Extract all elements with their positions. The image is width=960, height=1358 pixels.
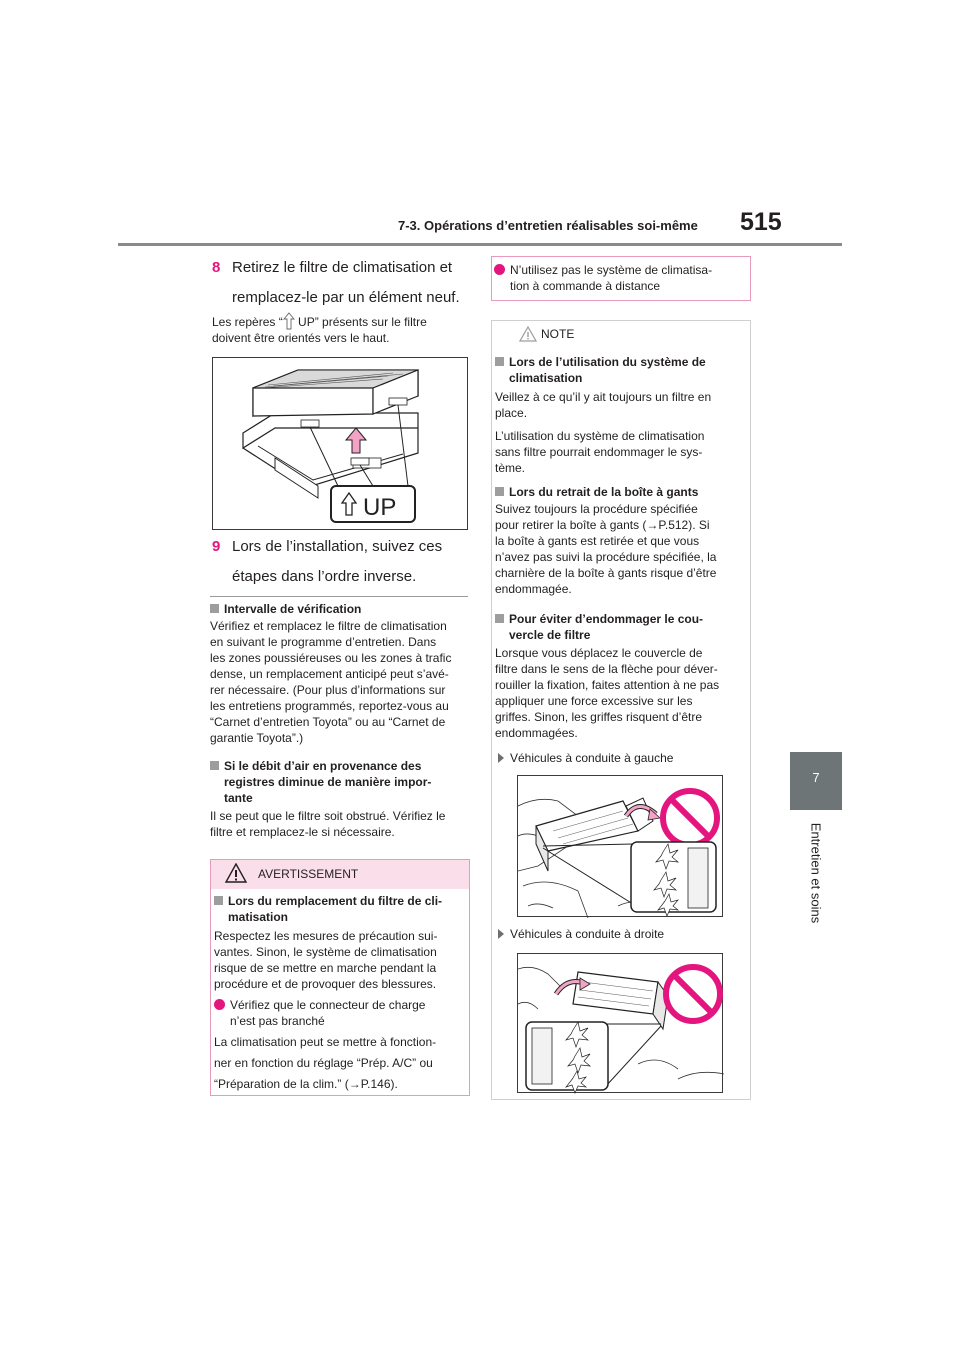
up-arrow-icon	[283, 312, 295, 330]
warning-body: Respectez les mesures de précaution sui- vantes. Sinon, le système de climatisation risque de se mettre en marche pendant la procédure et de provoquer des blessures.	[214, 929, 438, 991]
note-ac-use-heading: Lors de l’utilisation du système de climatisation	[495, 354, 749, 386]
step-8-line-2: remplacez-le par un élément neuf.	[232, 289, 460, 306]
note-glovebox-heading: Lors du retrait de la boîte à gants	[495, 484, 749, 500]
marker-note-line-2: doivent être orientés vers le haut.	[212, 331, 390, 345]
caution-triangle-icon	[519, 326, 537, 342]
square-bullet-icon	[214, 896, 223, 905]
filter-illustration	[213, 358, 469, 531]
marker-note-line-1: Les repères “ UP” présents sur le filtre	[212, 312, 474, 330]
remote-ac-note: N’utilisez pas le système de climatisa- tion à commande à distance	[494, 262, 748, 294]
note-glovebox-body: Suivez toujours la procédure spécifiée pour retirer la boîte à gants (→P.512). Si la boîte à gants est retirée et que vous n’avez pas suivi la procédure spécifiée, la charnière de la boîte à gants risque d’être endommagée.	[495, 502, 717, 596]
square-bullet-icon	[210, 761, 219, 770]
chapter-label-text: Entretien et soins	[808, 822, 824, 923]
column-divider	[210, 596, 468, 597]
warning-triangle-icon	[225, 863, 247, 883]
triangle-bullet-icon	[498, 753, 504, 763]
chapter-number: 7	[812, 770, 820, 785]
step-8-number: 8	[212, 259, 221, 276]
warning-heading: Lors du remplacement du filtre de cli- matisation	[214, 893, 468, 925]
note-cover-heading: Pour éviter d’endommager le cou- vercle de filtre	[495, 611, 749, 643]
step-8	[212, 256, 472, 310]
warning-bullet: Vérifiez que le connecteur de charge n’est pas branché	[214, 997, 468, 1029]
step-9-line-1: Lors de l’installation, suivez ces	[232, 538, 443, 555]
step-9-number: 9	[212, 538, 221, 555]
step-9-line-2: étapes dans l’ordre inverse.	[232, 568, 417, 585]
warning-label: AVERTISSEMENT	[258, 867, 359, 881]
airflow-heading: Si le débit d’air en provenance des registres diminue de manière impor- tante	[210, 758, 472, 806]
page-number: 515	[740, 208, 782, 236]
square-bullet-icon	[495, 357, 504, 366]
interval-heading: Intervalle de vérification	[210, 601, 472, 617]
rhd-figure	[517, 953, 723, 1093]
square-bullet-icon	[210, 604, 219, 613]
note-cover-body: Lorsque vous déplacez le couvercle de filtre dans le sens de la flèche pour déver- rouiller la fixation, faites attention à ne pas appliquer une force excessive sur les griffes. Sinon, les griffes risquent d’être endommagées.	[495, 646, 720, 740]
step-8-line-1: Retirez le filtre de climatisation et	[232, 259, 453, 276]
filter-figure	[212, 357, 468, 530]
step-9	[212, 535, 472, 589]
warning-tail: La climatisation peut se mettre à fonction- ner en fonction du réglage “Prép. A/C” ou “Préparation de la clim.” (→P.146).	[214, 1035, 437, 1091]
interval-body: Vérifiez et remplacez le filtre de climatisation en suivant le programme d’entretien. Dans les zones poussiéreuses ou les zones à trafic dense, un remplacement anticipé peut s’avé- rer nécessaire. (Pour plus d’informations sur les entretiens programmés, reportez-vous au “Carnet d’entretien Toyota” ou au “Carnet de garantie Toyota”.)	[210, 619, 452, 745]
note-label: NOTE	[541, 327, 575, 341]
up-label: UP	[363, 494, 397, 521]
marker-note	[212, 312, 474, 346]
rhd-label: Véhicules à conduite à droite	[510, 927, 665, 941]
lhd-figure	[517, 775, 723, 917]
header-rule	[118, 243, 842, 246]
lhd-illustration	[518, 776, 724, 918]
pink-bullet-icon	[214, 999, 225, 1010]
chapter-label	[802, 815, 830, 930]
note-ac-use-body: Veillez à ce qu’il y ait toujours un filtre en place. L’utilisation du système de climatisation sans filtre pourrait endommager le sys- tème.	[495, 390, 712, 475]
lhd-label: Véhicules à conduite à gauche	[510, 751, 674, 765]
rhd-illustration	[518, 954, 724, 1094]
triangle-bullet-icon	[498, 929, 504, 939]
airflow-body: Il se peut que le filtre soit obstrué. Vérifiez le filtre et remplacez-le si nécessaire.	[210, 809, 446, 839]
section-title: 7-3. Opérations d’entretien réalisables soi-même	[398, 218, 698, 233]
pink-bullet-icon	[494, 264, 505, 275]
square-bullet-icon	[495, 614, 504, 623]
square-bullet-icon	[495, 487, 504, 496]
